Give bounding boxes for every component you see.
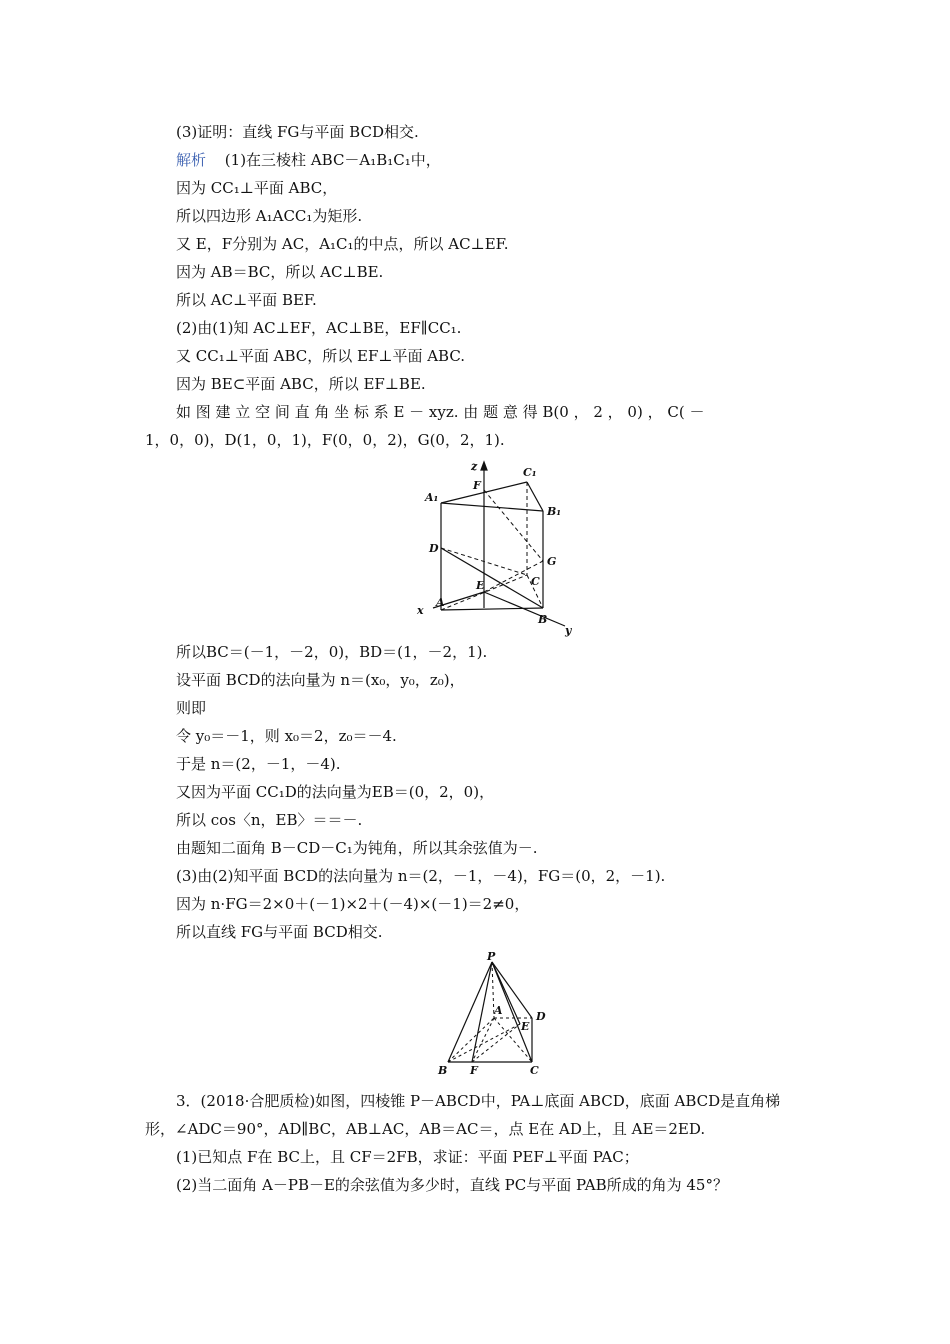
text-line: 则即 [176, 699, 207, 717]
point-label-d: D [429, 542, 439, 555]
solution-label: 解析 [176, 151, 207, 169]
point-label-c1: C₁ [523, 466, 537, 479]
text-line: 所以 AC⊥平面 BEF. [176, 291, 317, 309]
text-line: (3)由(2)知平面 BCD的法向量为 n＝(2，－1，－4)，FG＝(0，2，－1). [176, 867, 666, 885]
prism-figure [405, 458, 580, 638]
text-line: 因为 n·FG＝2×0＋(－1)×2＋(－4)×(－1)＝2≠0， [176, 895, 530, 913]
text-line: 因为 AB＝BC，所以 AC⊥BE. [176, 263, 384, 281]
point-label-a: A [436, 596, 445, 609]
text-line: 又 CC₁⊥平面 ABC，所以 EF⊥平面 ABC. [176, 347, 466, 365]
problem3-part-1: (1)已知点 F在 BC上，且 CF＝2FB，求证：平面 PEF⊥平面 PAC； [176, 1148, 639, 1166]
axis-label-x: x [417, 604, 424, 617]
point-label-f: F [473, 479, 481, 492]
pyramid-figure [432, 950, 552, 1078]
pyramid-label-b: B [438, 1064, 448, 1077]
text-line: 于是 n＝(2，－1，－4). [176, 755, 341, 773]
pyramid-label-f: F [470, 1064, 478, 1077]
point-label-a1: A₁ [425, 491, 439, 504]
axis-label-z: z [471, 460, 478, 473]
coord-line-2: 1，0，0)，D(1，0，1)，F(0，0，2)，G(0，2，1). [145, 431, 505, 449]
text-line: 所以直线 FG与平面 BCD相交. [176, 923, 383, 941]
point-label-g: G [547, 555, 557, 568]
text-line: 所以BC＝(－1，－2，0)，BD＝(1，－2，1). [176, 643, 488, 661]
text-line: 所以四边形 A₁ACC₁为矩形. [176, 207, 363, 225]
point-label-e: E [476, 579, 485, 592]
problem3-line-2: 形，∠ADC＝90°，AD∥BC，AB⊥AC，AB＝AC＝，点 E在 AD上，且 AE＝2ED. [145, 1120, 706, 1138]
text-line: 又因为平面 CC₁D的法向量为EB＝(0，2，0)， [176, 783, 495, 801]
text-line: 设平面 BCD的法向量为 n＝(x₀，y₀，z₀)， [176, 671, 465, 689]
pyramid-label-c: C [530, 1064, 539, 1077]
proof3-heading: (3)证明：直线 FG与平面 BCD相交. [176, 123, 419, 141]
text-line: 因为 BE⊂平面 ABC，所以 EF⊥BE. [176, 375, 426, 393]
coord-line-1: 如 图 建 立 空 间 直 角 坐 标 系 E － xyz. 由 题 意 得 B(0 ， 2 ， 0) ， C( － [176, 403, 705, 421]
solution-text: (1)在三棱柱 ABC－A₁B₁C₁中， [224, 151, 441, 169]
text-line: 因为 CC₁⊥平面 ABC， [176, 179, 338, 197]
text-line: 由题知二面角 B－CD－C₁为钝角，所以其余弦值为－. [176, 839, 538, 857]
point-label-b: B [538, 613, 548, 626]
text-line: (2)由(1)知 AC⊥EF，AC⊥BE，EF∥CC₁. [176, 319, 462, 337]
point-label-b1: B₁ [547, 505, 562, 518]
axis-label-y: y [565, 624, 572, 637]
solution-line-1 [176, 150, 441, 170]
problem3-part-2: (2)当二面角 A－PB－E的余弦值为多少时，直线 PC与平面 PAB所成的角为 45°？ [176, 1176, 728, 1194]
text-line: 又 E，F分别为 AC，A₁C₁的中点，所以 AC⊥EF. [176, 235, 509, 253]
pyramid-label-p: P [487, 950, 496, 963]
text-line: 所以 cos〈n，EB〉＝＝－. [176, 811, 363, 829]
point-label-c: C [531, 575, 540, 588]
pyramid-label-e: E [521, 1020, 530, 1033]
text-line: 令 y₀＝－1，则 x₀＝2，z₀＝－4. [176, 727, 397, 745]
problem3-line-1: 3．(2018·合肥质检)如图，四棱锥 P－ABCD中，PA⊥底面 ABCD，底面 ABCD是直角梯 [176, 1092, 781, 1110]
pyramid-label-a: A [494, 1004, 503, 1017]
pyramid-label-d: D [536, 1010, 546, 1023]
